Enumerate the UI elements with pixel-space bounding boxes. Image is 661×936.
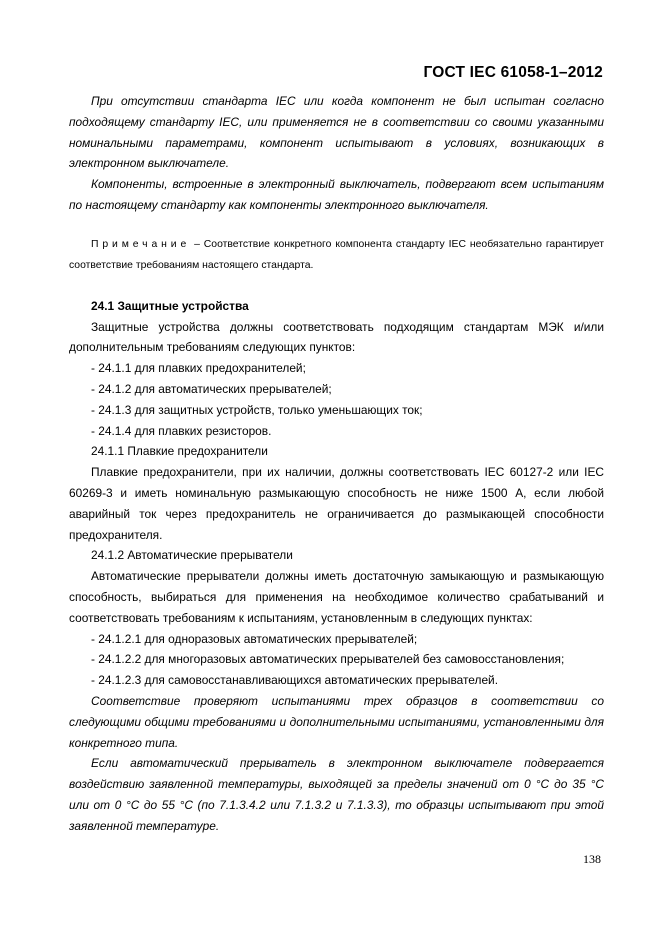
paragraph-circuit-breakers: Автоматические прерыватели должны иметь достаточную замыкающую и размыкающую способность, выбираться для применения на необходимое количество срабатываний и соответствовать требованиям к испытаниям, установленным в следующих пунктах:: [69, 569, 604, 625]
list-item: - 24.1.2.3 для самовосстанавливающихся автоматических прерывателей.: [91, 673, 499, 688]
paragraph-built-in-components: Компоненты, встроенные в электронный выключатель, подвергают всем испытаниям по настоящему стандарту как компоненты электронного выключателя.: [69, 177, 604, 212]
paragraph-no-iec-standard: При отсутствии стандарта IEC или когда компонент не был испытан согласно подходящему стандарту IEC, или применяется не в соответствии со своими указанными номинальными параметрами, компонент испытывают в условиях, возникающих в электронном выключателе.: [69, 94, 604, 171]
note-text: – Соответствие конкретного компонента стандарту IEC необязательно гарантирует соответствие требованиям настоящего стандарта.: [69, 238, 604, 271]
list-item: - 24.1.4 для плавких резисторов.: [91, 423, 272, 438]
section-heading-protective-devices: 24.1 Защитные устройства: [91, 298, 249, 313]
list-item: - 24.1.2.1 для одноразовых автоматических прерывателей;: [91, 631, 418, 646]
paragraph-protective-devices-requirements: Защитные устройства должны соответствовать подходящим стандартам МЭК и/или дополнительным требованиям следующих пунктов:: [69, 319, 604, 355]
list-item: - 24.1.2.2 для многоразовых автоматических прерывателей без самовосстановления;: [91, 652, 565, 667]
paragraph-fuses: Плавкие предохранители, при их наличии, должны соответствовать IEC 60127-2 или IEC 60269-3 и иметь номинальную размыкающую способность не ниже 1500 А, если любой аварийный ток через предохранитель не ограничивается до размыкающей способности предохранителя.: [69, 465, 604, 542]
subsection-heading-circuit-breakers: 24.1.2 Автоматические прерыватели: [91, 548, 293, 563]
paragraph-compliance-testing: Соответствие проверяют испытаниями трех образцов в соответствии со следующими общими требованиями и дополнительными испытаниями, установленными для конкретного типа.: [69, 693, 604, 750]
page-content: [69, 91, 604, 837]
paragraph-declared-temperature: Если автоматический прерыватель в электронном выключателе подвергается воздействию заявленной температуры, выходящей за пределы значений от 0 °C до 35 °C или от 0 °C до 55 °C (по 7.1.3.4.2 или 7.1.3.2 и 7.1.3.3), то образцы испытывают при этой заявленной температуре.: [69, 756, 604, 833]
subsection-heading-fuses: 24.1.1 Плавкие предохранители: [91, 444, 268, 459]
list-item: - 24.1.3 для защитных устройств, только уменьшающих ток;: [91, 402, 423, 417]
document-header: ГОСТ IEC 61058-1–2012: [423, 64, 603, 81]
page-number: 138: [583, 852, 601, 866]
list-item: - 24.1.2 для автоматических прерывателей;: [91, 381, 332, 396]
note: [69, 234, 604, 276]
note-label: Примечание: [91, 238, 191, 250]
list-item: - 24.1.1 для плавких предохранителей;: [91, 361, 306, 376]
